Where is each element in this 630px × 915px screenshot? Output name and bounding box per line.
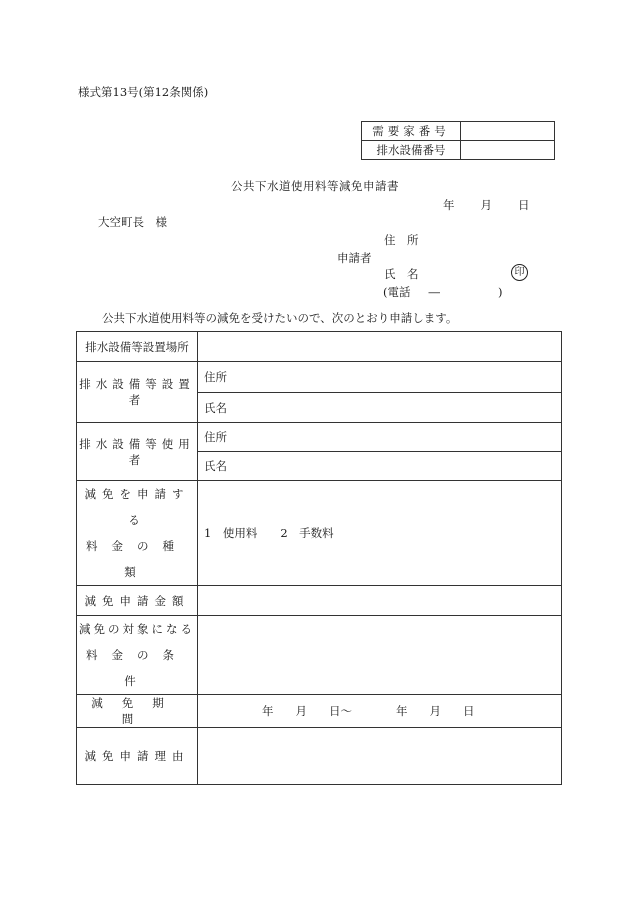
date-year-label: 年 — [443, 198, 455, 212]
installer-address-label: 住所 — [204, 370, 227, 384]
table-row — [77, 586, 562, 616]
period-values — [204, 703, 561, 719]
addressee: 大空町長 様 — [98, 215, 167, 229]
period-day2: 日 — [463, 704, 475, 718]
location-field[interactable] — [198, 332, 562, 362]
condition-label-line1: 減免の対象になる — [79, 622, 195, 636]
condition-field[interactable] — [198, 616, 562, 695]
period-year1: 年 — [262, 704, 274, 718]
table-row — [77, 728, 562, 785]
applicant-address-label: 住 所 — [384, 233, 419, 247]
amount-label: 減免申請金額 — [77, 586, 198, 616]
amount-field[interactable] — [198, 586, 562, 616]
period-day1: 日～ — [329, 704, 352, 718]
table-row — [77, 423, 562, 452]
fee-type-options: 1 使用料 2 手数料 — [204, 526, 334, 540]
applicant-name-label: 氏 名 — [384, 267, 419, 281]
user-name-field[interactable] — [198, 452, 562, 481]
application-date — [443, 197, 530, 213]
reason-field[interactable] — [198, 728, 562, 785]
intro-text: 公共下水道使用料等の減免を受けたいので、次のとおり申請します。 — [102, 311, 458, 325]
table-row — [362, 141, 555, 160]
phone-close: ) — [498, 285, 503, 299]
customer-number-field[interactable] — [461, 122, 555, 141]
application-table — [76, 331, 562, 785]
table-row — [77, 332, 562, 362]
form-number: 様式第13号(第12条関係) — [78, 85, 209, 99]
seal-mark: 印 — [511, 264, 528, 281]
user-address-label: 住所 — [204, 430, 227, 444]
fee-type-field[interactable] — [198, 481, 562, 586]
user-address-field[interactable] — [198, 423, 562, 452]
period-field[interactable] — [198, 695, 562, 728]
table-row — [77, 481, 562, 586]
period-label: 減免期間 — [77, 695, 198, 728]
condition-label-line2: 料金の条件 — [86, 648, 188, 688]
id-number-table — [361, 121, 555, 160]
date-month-label: 月 — [480, 198, 492, 212]
table-row — [77, 695, 562, 728]
customer-number-label: 需要家番号 — [362, 122, 461, 141]
fee-type-label-line2: 料金の種類 — [86, 539, 188, 579]
drainage-facility-number-field[interactable] — [461, 141, 555, 160]
user-label: 排水設備等使用者 — [77, 423, 198, 481]
period-month2: 月 — [429, 704, 441, 718]
table-row — [77, 362, 562, 393]
drainage-facility-number-label: 排水設備番号 — [362, 141, 461, 160]
installer-name-field[interactable] — [198, 393, 562, 423]
location-label: 排水設備等設置場所 — [77, 332, 198, 362]
applicant-section-label: 申請者 — [337, 251, 372, 265]
table-row — [362, 122, 555, 141]
condition-label — [77, 616, 198, 695]
period-month1: 月 — [295, 704, 307, 718]
phone-dash: ― — [428, 285, 440, 299]
phone-open: (電話 — [383, 285, 411, 299]
document-title: 公共下水道使用料等減免申請書 — [231, 179, 399, 193]
installer-label: 排水設備等設置者 — [77, 362, 198, 423]
period-year2: 年 — [396, 704, 408, 718]
table-row — [77, 616, 562, 695]
fee-type-label — [77, 481, 198, 586]
installer-name-label: 氏名 — [204, 400, 227, 415]
date-day-label: 日 — [518, 198, 530, 212]
reason-label: 減免申請理由 — [77, 728, 198, 785]
fee-type-label-line1: 減免を申請する — [84, 487, 190, 527]
applicant-phone — [383, 284, 503, 300]
installer-address-field[interactable] — [198, 362, 562, 393]
user-name-label: 氏名 — [204, 459, 227, 473]
